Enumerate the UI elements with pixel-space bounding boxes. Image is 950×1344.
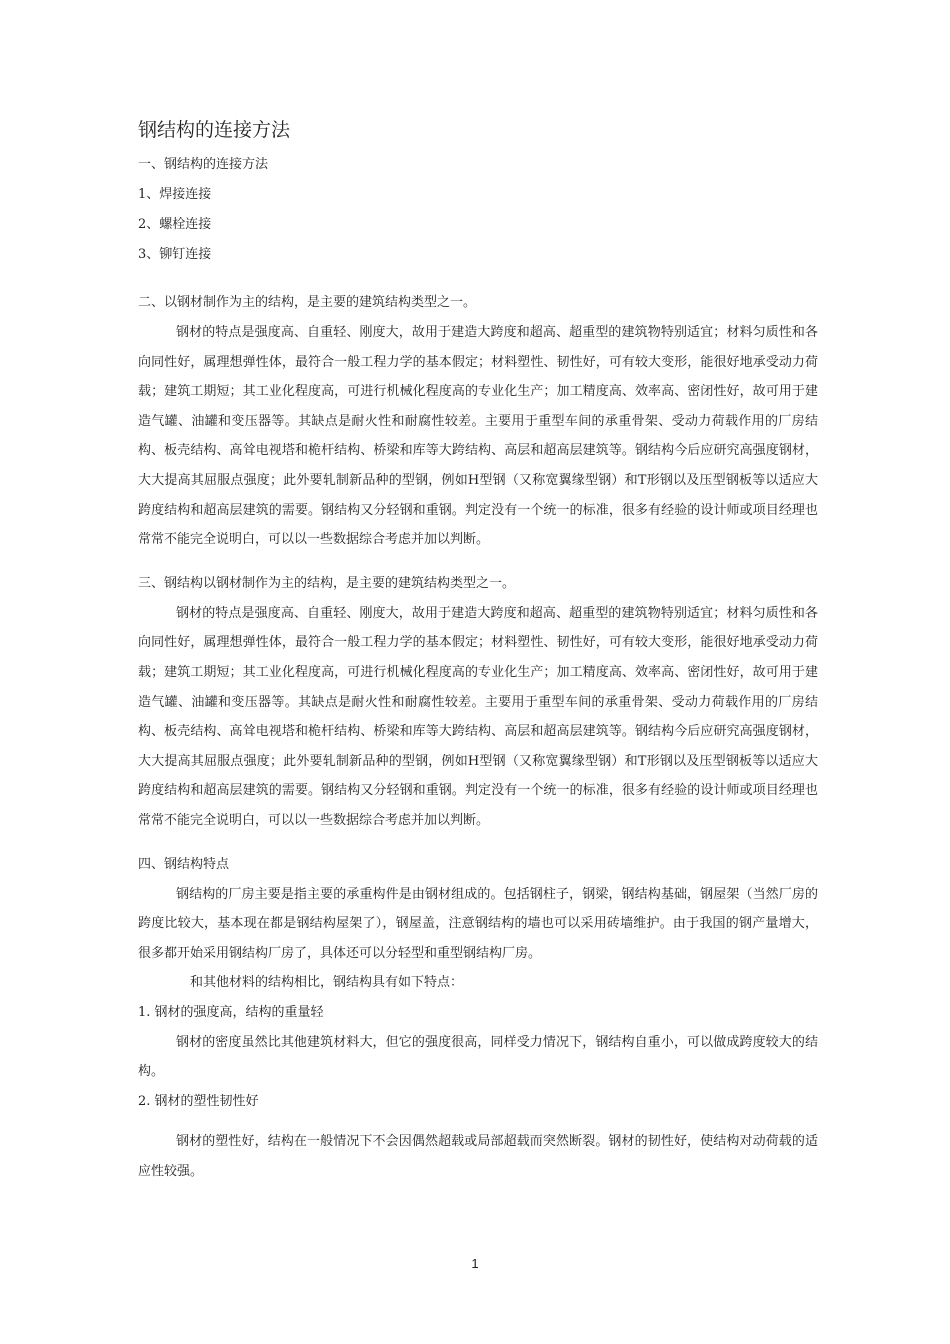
section3-heading: 三、钢结构以钢材制作为主的结构，是主要的建筑结构类型之一。 [138,575,516,591]
section4-intro: 和其他材料的结构相比，钢结构具有如下特点： [190,975,464,991]
section1-heading: 一、钢结构的连接方法 [138,157,269,172]
section2-heading: 二、以钢材制作为主的结构，是主要的建筑结构类型之一。 [138,295,477,310]
spacer [138,1117,818,1127]
point2-heading: 2. 钢材的塑性韧性好 [138,1094,259,1110]
list-item: 3、铆钉连接 [138,247,212,262]
point1-text: 钢材的密度虽然比其他建筑材料大，但它的强度很高，同样受力情况下，钢结构自重小，可以做成跨度较大的结构。 [138,1034,818,1080]
section4-paragraph: 钢结构的厂房主要是指主要的承重构件是由钢材组成的。包括钢柱子，钢梁，钢结构基础，钢屋架（当然厂房的跨度比较大，基本现在都是钢结构屋架了），钢屋盖，注意钢结构的墙也可以采用砖墙维护。由于我国的钢产量增大，很多都开始采用钢结构厂房了，具体还可以分轻型和重型钢结构厂房。 [138,886,818,961]
page-number: 1 [471,1256,479,1271]
point1-heading: 1. 钢材的强度高，结构的重量轻 [138,1004,324,1020]
point2-text: 钢材的塑性好，结构在一般情况下不会因偶然超载或局部超载而突然断裂。钢材的韧性好，使结构对动荷载的适应性较强。 [138,1134,818,1179]
list-item: 2、螺栓连接 [138,217,212,232]
spacer [138,555,818,569]
spacer [138,270,818,288]
document-title: 钢结构的连接方法 [138,119,291,141]
section2-paragraph: 钢材的特点是强度高、自重轻、刚度大，故用于建造大跨度和超高、超重型的建筑物特别适宜；材料匀质性和各向同性好，属理想弹性体，最符合一般工程力学的基本假定；材料塑性、韧性好，可有较大变形，能很好地承受动力荷载；建筑工期短；其工业化程度高，可进行机械化程度高的专业化生产；加工精度高、效率高、密闭性好，故可用于建造气罐、油罐和变压器等。其缺点是耐火性和耐腐性较差。主要用于重型车间的承重骨架、受动力荷载作用的厂房结构、板壳结构、高耸电视塔和桅杆结构、桥梁和库等大跨结构、高层和超高层建筑等。钢结构今后应研究高强度钢材，大大提高其屈服点强度；此外要轧制新品种的型钢，例如H型钢（又称宽翼缘型钢）和T形钢以及压型钢板等以适应大跨度结构和超高层建筑的需要。钢结构又分轻钢和重钢。判定没有一个统一的标准，很多有经验的设计师或项目经理也常常不能完全说明白，可以以一些数据综合考虑并加以判断。 [138,325,818,548]
document-body [138,116,818,1186]
section3-paragraph: 钢材的特点是强度高、自重轻、刚度大，故用于建造大跨度和超高、超重型的建筑物特别适宜；材料匀质性和各向同性好，属理想弹性体，最符合一般工程力学的基本假定；材料塑性、韧性好，可有较大变形，能很好地承受动力荷载；建筑工期短；其工业化程度高，可进行机械化程度高的专业化生产；加工精度高、效率高、密闭性好，故可用于建造气罐、油罐和变压器等。其缺点是耐火性和耐腐性较差。主要用于重型车间的承重骨架、受动力荷载作用的厂房结构、板壳结构、高耸电视塔和桅杆结构、桥梁和库等大跨结构、高层和超高层建筑等。钢结构今后应研究高强度钢材，大大提高其屈服点强度；此外要轧制新品种的型钢，例如H型钢（又称宽翼缘型钢）和T形钢以及压型钢板等以适应大跨度结构和超高层建筑的需要。钢结构又分轻钢和重钢。判定没有一个统一的标准，很多有经验的设计师或项目经理也常常不能完全说明白，可以以一些数据综合考虑并加以判断。 [138,605,818,828]
list-item: 1、焊接连接 [138,187,212,202]
section4-heading: 四、钢结构特点 [138,856,230,872]
spacer [138,836,818,850]
